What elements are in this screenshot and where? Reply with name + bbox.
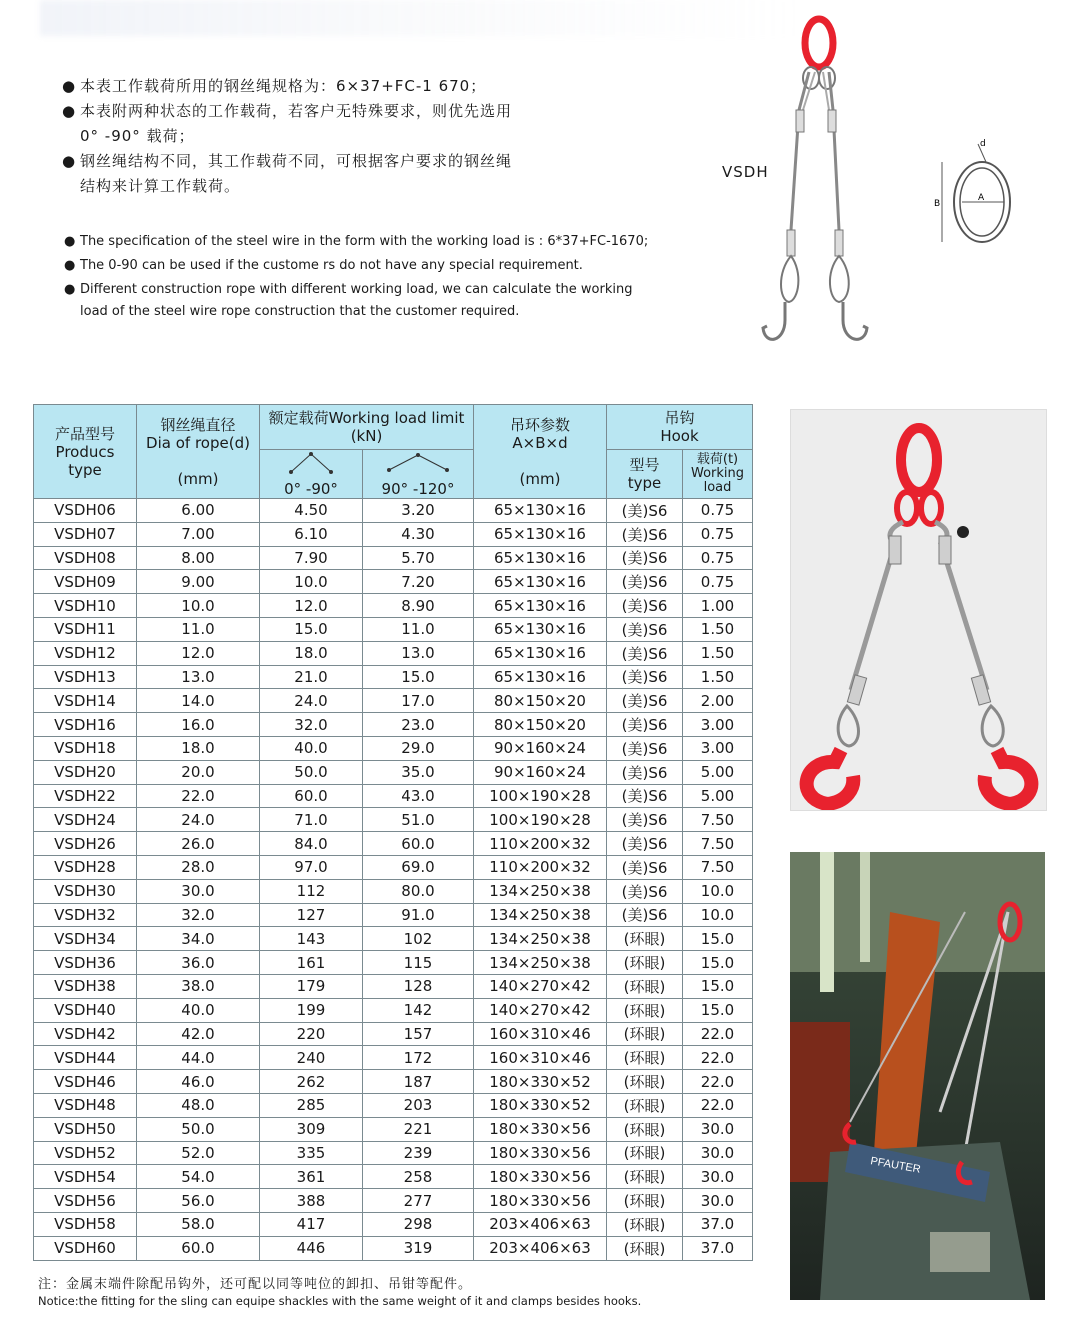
cell-hook-type: (美)S6 [607, 546, 683, 570]
cell-load-0-90: 6.10 [260, 522, 363, 546]
cell-ring-size: 180×330×56 [474, 1117, 607, 1141]
table-row [34, 641, 753, 665]
cell-hook-load: 15.0 [683, 927, 753, 951]
notes-chinese: ● 本表工作载荷所用的钢丝绳规格为：6×37+FC-1 670； ● 本表附两种状态的工作载荷，若客户无特殊要求，则优先选用 0° -90° 载荷； ● 钢丝绳结构不同，其工作载荷不同，可根据客户要求的钢丝绳 结构来计算工作载荷。 [62, 74, 662, 199]
table-row [34, 760, 753, 784]
cell-ring-size: 100×190×28 [474, 808, 607, 832]
cell-load-90-120: 43.0 [363, 784, 474, 808]
cell-ring-size: 180×330×52 [474, 1070, 607, 1094]
cell-model: VSDH22 [34, 784, 137, 808]
cell-hook-type: (环眼) [607, 1141, 683, 1165]
table-row [34, 1117, 753, 1141]
cell-ring-size: 90×160×24 [474, 760, 607, 784]
cell-load-0-90: 10.0 [260, 570, 363, 594]
cell-diameter: 52.0 [137, 1141, 260, 1165]
cell-load-0-90: 7.90 [260, 546, 363, 570]
cell-model: VSDH56 [34, 1189, 137, 1213]
table-row [34, 522, 753, 546]
cell-hook-load: 15.0 [683, 998, 753, 1022]
cell-hook-load: 1.50 [683, 641, 753, 665]
cell-diameter: 42.0 [137, 1022, 260, 1046]
cell-model: VSDH28 [34, 855, 137, 879]
cell-ring-size: 134×250×38 [474, 927, 607, 951]
cell-load-90-120: 102 [363, 927, 474, 951]
cell-hook-load: 22.0 [683, 1046, 753, 1070]
header-model: 产品型号 Producs type [34, 405, 137, 499]
table-row [34, 808, 753, 832]
sling-product-photo [790, 409, 1047, 811]
cell-model: VSDH12 [34, 641, 137, 665]
cell-hook-load: 0.75 [683, 570, 753, 594]
header-hook: 吊钩 Hook [607, 405, 753, 450]
cell-model: VSDH44 [34, 1046, 137, 1070]
table-row [34, 927, 753, 951]
cell-hook-type: (美)S6 [607, 760, 683, 784]
cell-load-90-120: 157 [363, 1022, 474, 1046]
cell-ring-size: 180×330×56 [474, 1165, 607, 1189]
cell-hook-type: (美)S6 [607, 784, 683, 808]
spec-table-body [34, 499, 753, 1261]
cell-ring-size: 65×130×16 [474, 546, 607, 570]
cell-hook-load: 37.0 [683, 1212, 753, 1236]
cell-hook-type: (美)S6 [607, 594, 683, 618]
table-row [34, 784, 753, 808]
table-row [34, 1141, 753, 1165]
cell-diameter: 22.0 [137, 784, 260, 808]
cell-load-90-120: 15.0 [363, 665, 474, 689]
header-diameter: 钢丝绳直径 Dia of rope(d) (mm) [137, 405, 260, 499]
cell-hook-type: (环眼) [607, 1165, 683, 1189]
cell-ring-size: 134×250×38 [474, 879, 607, 903]
cell-diameter: 40.0 [137, 998, 260, 1022]
table-row [34, 570, 753, 594]
cell-load-90-120: 60.0 [363, 832, 474, 856]
cell-model: VSDH42 [34, 1022, 137, 1046]
note-en-2: The 0-90 can be used if the custome rs do not have any special requirement. [80, 258, 583, 273]
cell-model: VSDH10 [34, 594, 137, 618]
cell-ring-size: 180×330×52 [474, 1093, 607, 1117]
cell-hook-load: 1.50 [683, 665, 753, 689]
note-en-3: Different construction rope with different working load, we can calculate the working [80, 282, 633, 297]
cell-load-90-120: 203 [363, 1093, 474, 1117]
cell-model: VSDH06 [34, 499, 137, 523]
note-cn-2: 本表附两种状态的工作载荷，若客户无特殊要求，则优先选用 [80, 102, 513, 120]
cell-load-0-90: 240 [260, 1046, 363, 1070]
table-row [34, 1189, 753, 1213]
cell-hook-type: (美)S6 [607, 713, 683, 737]
cell-model: VSDH48 [34, 1093, 137, 1117]
cell-diameter: 14.0 [137, 689, 260, 713]
cell-model: VSDH13 [34, 665, 137, 689]
cell-load-90-120: 69.0 [363, 855, 474, 879]
cell-model: VSDH34 [34, 927, 137, 951]
product-code: VSDH [722, 163, 769, 181]
header-ring: 吊环参数 A×B×d (mm) [474, 405, 607, 499]
cell-diameter: 11.0 [137, 617, 260, 641]
cell-load-90-120: 142 [363, 998, 474, 1022]
cell-hook-load: 30.0 [683, 1165, 753, 1189]
table-row [34, 713, 753, 737]
cell-model: VSDH40 [34, 998, 137, 1022]
cell-hook-load: 5.00 [683, 784, 753, 808]
cell-hook-type: (环眼) [607, 951, 683, 975]
cell-diameter: 36.0 [137, 951, 260, 975]
angle-0-90-icon [281, 450, 341, 476]
cell-load-0-90: 361 [260, 1165, 363, 1189]
cell-model: VSDH26 [34, 832, 137, 856]
cell-load-90-120: 172 [363, 1046, 474, 1070]
table-row [34, 499, 753, 523]
header-hook-type: 型号 type [607, 450, 683, 499]
cell-ring-size: 65×130×16 [474, 499, 607, 523]
cell-load-0-90: 388 [260, 1189, 363, 1213]
cell-hook-type: (环眼) [607, 998, 683, 1022]
cell-load-0-90: 446 [260, 1236, 363, 1260]
cell-diameter: 48.0 [137, 1093, 260, 1117]
cell-diameter: 10.0 [137, 594, 260, 618]
cell-load-90-120: 11.0 [363, 617, 474, 641]
cell-hook-load: 0.75 [683, 546, 753, 570]
notes-english: ● The specification of the steel wire in the form with the working load is : 6*37+FC-1670; ● The 0-90 can be used if the custome rs do not have any special requirement. ● Different construction rope with different working load, we can calculate the working load of the steel wire rope construction that the customer required. [64, 230, 704, 322]
cell-load-90-120: 128 [363, 974, 474, 998]
cell-ring-size: 80×150×20 [474, 713, 607, 737]
cell-hook-type: (环眼) [607, 1093, 683, 1117]
cell-load-90-120: 258 [363, 1165, 474, 1189]
cell-load-0-90: 40.0 [260, 736, 363, 760]
cell-hook-type: (环眼) [607, 1189, 683, 1213]
cell-ring-size: 100×190×28 [474, 784, 607, 808]
cell-model: VSDH07 [34, 522, 137, 546]
cell-load-90-120: 277 [363, 1189, 474, 1213]
table-row [34, 855, 753, 879]
table-row [34, 974, 753, 998]
cell-diameter: 32.0 [137, 903, 260, 927]
cell-model: VSDH24 [34, 808, 137, 832]
cell-load-0-90: 285 [260, 1093, 363, 1117]
cell-diameter: 54.0 [137, 1165, 260, 1189]
cell-hook-type: (环眼) [607, 1117, 683, 1141]
cell-hook-type: (美)S6 [607, 570, 683, 594]
cell-hook-type: (美)S6 [607, 617, 683, 641]
cell-ring-size: 203×406×63 [474, 1212, 607, 1236]
cell-ring-size: 110×200×32 [474, 832, 607, 856]
cell-load-90-120: 187 [363, 1070, 474, 1094]
cell-hook-type: (美)S6 [607, 879, 683, 903]
table-row [34, 1046, 753, 1070]
cell-load-0-90: 84.0 [260, 832, 363, 856]
table-row [34, 879, 753, 903]
cell-hook-type: (美)S6 [607, 808, 683, 832]
cell-load-90-120: 35.0 [363, 760, 474, 784]
cell-ring-size: 65×130×16 [474, 594, 607, 618]
cell-model: VSDH08 [34, 546, 137, 570]
angle-90-120-icon [383, 450, 453, 476]
cell-hook-load: 3.00 [683, 713, 753, 737]
cell-load-90-120: 319 [363, 1236, 474, 1260]
footnote-english: Notice:the fitting for the sling can equipe shackles with the same weight of it and clamps besides hooks. [38, 1294, 642, 1308]
cell-ring-size: 180×330×56 [474, 1141, 607, 1165]
cell-hook-load: 15.0 [683, 974, 753, 998]
cell-load-90-120: 4.30 [363, 522, 474, 546]
cell-hook-load: 5.00 [683, 760, 753, 784]
cell-ring-size: 65×130×16 [474, 617, 607, 641]
cell-diameter: 12.0 [137, 641, 260, 665]
cell-hook-load: 15.0 [683, 951, 753, 975]
cell-diameter: 34.0 [137, 927, 260, 951]
header-load-0-90: 0° -90° [260, 450, 363, 499]
cell-hook-load: 10.0 [683, 879, 753, 903]
cell-hook-load: 7.50 [683, 832, 753, 856]
cell-model: VSDH54 [34, 1165, 137, 1189]
cell-hook-load: 22.0 [683, 1022, 753, 1046]
table-row [34, 903, 753, 927]
cell-load-0-90: 32.0 [260, 713, 363, 737]
cell-diameter: 6.00 [137, 499, 260, 523]
cell-load-90-120: 7.20 [363, 570, 474, 594]
machine-brand-label: PFAUTER [869, 1155, 922, 1176]
cell-load-90-120: 23.0 [363, 713, 474, 737]
sling-drawing-illustration [755, 10, 875, 355]
cell-model: VSDH20 [34, 760, 137, 784]
cell-diameter: 26.0 [137, 832, 260, 856]
table-row [34, 998, 753, 1022]
table-row [34, 1093, 753, 1117]
cell-ring-size: 110×200×32 [474, 855, 607, 879]
cell-ring-size: 140×270×42 [474, 998, 607, 1022]
cell-diameter: 28.0 [137, 855, 260, 879]
cell-load-90-120: 115 [363, 951, 474, 975]
header-hook-load: 载荷(t) Working load [683, 450, 753, 499]
cell-hook-load: 1.00 [683, 594, 753, 618]
table-row [34, 1022, 753, 1046]
table-row [34, 1212, 753, 1236]
cell-diameter: 30.0 [137, 879, 260, 903]
cell-load-0-90: 21.0 [260, 665, 363, 689]
cell-load-0-90: 179 [260, 974, 363, 998]
cell-hook-load: 30.0 [683, 1117, 753, 1141]
ring-dimension-diagram [930, 132, 1020, 252]
cell-hook-type: (美)S6 [607, 665, 683, 689]
spec-table [33, 404, 753, 1261]
cell-model: VSDH18 [34, 736, 137, 760]
cell-model: VSDH32 [34, 903, 137, 927]
sling-in-use-photo [790, 852, 1045, 1300]
cell-hook-type: (美)S6 [607, 689, 683, 713]
note-cn-1: 本表工作载荷所用的钢丝绳规格为：6×37+FC-1 670； [80, 77, 487, 95]
table-row [34, 546, 753, 570]
cell-diameter: 50.0 [137, 1117, 260, 1141]
cell-ring-size: 90×160×24 [474, 736, 607, 760]
cell-load-90-120: 239 [363, 1141, 474, 1165]
cell-load-0-90: 417 [260, 1212, 363, 1236]
cell-model: VSDH46 [34, 1070, 137, 1094]
ring-label-a: A [978, 193, 985, 203]
cell-diameter: 24.0 [137, 808, 260, 832]
cell-load-0-90: 161 [260, 951, 363, 975]
cell-hook-load: 0.75 [683, 522, 753, 546]
note-cn-3-cont: 结构来计算工作载荷。 [80, 177, 241, 195]
cell-ring-size: 65×130×16 [474, 570, 607, 594]
cell-ring-size: 134×250×38 [474, 903, 607, 927]
cell-ring-size: 65×130×16 [474, 665, 607, 689]
table-row [34, 665, 753, 689]
cell-ring-size: 203×406×63 [474, 1236, 607, 1260]
footnote-chinese: 注：金属末端件除配吊钩外，还可配以同等吨位的卸扣、吊钳等配件。 [38, 1277, 473, 1292]
cell-hook-load: 7.50 [683, 855, 753, 879]
cell-model: VSDH14 [34, 689, 137, 713]
cell-ring-size: 140×270×42 [474, 974, 607, 998]
cell-hook-load: 3.00 [683, 736, 753, 760]
cell-hook-type: (美)S6 [607, 522, 683, 546]
cell-hook-type: (美)S6 [607, 855, 683, 879]
table-row [34, 832, 753, 856]
cell-diameter: 7.00 [137, 522, 260, 546]
cell-hook-type: (环眼) [607, 1046, 683, 1070]
table-row [34, 1070, 753, 1094]
cell-ring-size: 160×310×46 [474, 1046, 607, 1070]
cell-diameter: 56.0 [137, 1189, 260, 1213]
cell-hook-type: (环眼) [607, 1070, 683, 1094]
ring-label-d: d [980, 139, 986, 149]
cell-hook-load: 22.0 [683, 1093, 753, 1117]
cell-hook-load: 7.50 [683, 808, 753, 832]
cell-load-90-120: 8.90 [363, 594, 474, 618]
table-row [34, 689, 753, 713]
cell-hook-load: 0.75 [683, 499, 753, 523]
cell-load-90-120: 13.0 [363, 641, 474, 665]
cell-model: VSDH11 [34, 617, 137, 641]
cell-ring-size: 134×250×38 [474, 951, 607, 975]
ring-label-b: B [934, 199, 941, 209]
table-row [34, 1165, 753, 1189]
cell-diameter: 20.0 [137, 760, 260, 784]
cell-load-0-90: 143 [260, 927, 363, 951]
cell-load-0-90: 220 [260, 1022, 363, 1046]
cell-hook-type: (美)S6 [607, 832, 683, 856]
cell-hook-load: 10.0 [683, 903, 753, 927]
cell-model: VSDH38 [34, 974, 137, 998]
note-en-1: The specification of the steel wire in the form with the working load is : 6*37+FC-1670; [80, 234, 649, 249]
cell-diameter: 44.0 [137, 1046, 260, 1070]
cell-diameter: 18.0 [137, 736, 260, 760]
cell-load-0-90: 60.0 [260, 784, 363, 808]
cell-hook-type: (环眼) [607, 1236, 683, 1260]
cell-diameter: 8.00 [137, 546, 260, 570]
cell-hook-type: (美)S6 [607, 736, 683, 760]
header-working-load: 额定载荷Working load limit (kN) [260, 405, 474, 450]
cell-diameter: 38.0 [137, 974, 260, 998]
table-row [34, 1236, 753, 1260]
cell-model: VSDH58 [34, 1212, 137, 1236]
header-load-90-120: 90° -120° [363, 450, 474, 499]
cell-model: VSDH50 [34, 1117, 137, 1141]
cell-ring-size: 65×130×16 [474, 522, 607, 546]
cell-ring-size: 65×130×16 [474, 641, 607, 665]
cell-diameter: 16.0 [137, 713, 260, 737]
cell-load-90-120: 221 [363, 1117, 474, 1141]
note-en-3-cont: load of the steel wire rope construction that the customer required. [80, 304, 520, 319]
cell-diameter: 58.0 [137, 1212, 260, 1236]
cell-ring-size: 80×150×20 [474, 689, 607, 713]
cell-diameter: 46.0 [137, 1070, 260, 1094]
cell-model: VSDH09 [34, 570, 137, 594]
cell-load-0-90: 262 [260, 1070, 363, 1094]
cell-load-90-120: 3.20 [363, 499, 474, 523]
note-cn-2-cont: 0° -90° 载荷； [80, 127, 195, 145]
cell-diameter: 60.0 [137, 1236, 260, 1260]
cell-hook-load: 1.50 [683, 617, 753, 641]
cell-load-0-90: 15.0 [260, 617, 363, 641]
cell-hook-type: (美)S6 [607, 903, 683, 927]
cell-hook-type: (美)S6 [607, 641, 683, 665]
table-row [34, 617, 753, 641]
cell-load-0-90: 127 [260, 903, 363, 927]
cell-diameter: 9.00 [137, 570, 260, 594]
cell-load-0-90: 71.0 [260, 808, 363, 832]
cell-model: VSDH60 [34, 1236, 137, 1260]
cell-load-0-90: 12.0 [260, 594, 363, 618]
note-cn-3: 钢丝绳结构不同，其工作载荷不同，可根据客户要求的钢丝绳 [80, 152, 513, 170]
cell-load-90-120: 80.0 [363, 879, 474, 903]
cell-load-0-90: 18.0 [260, 641, 363, 665]
cell-ring-size: 160×310×46 [474, 1022, 607, 1046]
top-smudge [40, 0, 800, 36]
cell-hook-type: (环眼) [607, 927, 683, 951]
cell-hook-load: 2.00 [683, 689, 753, 713]
cell-hook-type: (环眼) [607, 1212, 683, 1236]
cell-model: VSDH52 [34, 1141, 137, 1165]
cell-hook-load: 22.0 [683, 1070, 753, 1094]
cell-hook-load: 37.0 [683, 1236, 753, 1260]
cell-load-0-90: 4.50 [260, 499, 363, 523]
cell-load-0-90: 335 [260, 1141, 363, 1165]
cell-load-0-90: 199 [260, 998, 363, 1022]
cell-hook-type: (美)S6 [607, 499, 683, 523]
cell-load-90-120: 51.0 [363, 808, 474, 832]
cell-load-90-120: 17.0 [363, 689, 474, 713]
table-row [34, 594, 753, 618]
cell-model: VSDH36 [34, 951, 137, 975]
cell-load-90-120: 5.70 [363, 546, 474, 570]
cell-model: VSDH30 [34, 879, 137, 903]
cell-hook-load: 30.0 [683, 1189, 753, 1213]
cell-load-0-90: 24.0 [260, 689, 363, 713]
cell-diameter: 13.0 [137, 665, 260, 689]
table-row [34, 736, 753, 760]
cell-hook-type: (环眼) [607, 1022, 683, 1046]
cell-load-90-120: 91.0 [363, 903, 474, 927]
cell-load-0-90: 112 [260, 879, 363, 903]
cell-hook-type: (环眼) [607, 974, 683, 998]
cell-load-0-90: 309 [260, 1117, 363, 1141]
cell-load-0-90: 50.0 [260, 760, 363, 784]
cell-load-90-120: 29.0 [363, 736, 474, 760]
cell-ring-size: 180×330×56 [474, 1189, 607, 1213]
table-row [34, 951, 753, 975]
cell-model: VSDH16 [34, 713, 137, 737]
cell-load-0-90: 97.0 [260, 855, 363, 879]
cell-load-90-120: 298 [363, 1212, 474, 1236]
cell-hook-load: 30.0 [683, 1141, 753, 1165]
